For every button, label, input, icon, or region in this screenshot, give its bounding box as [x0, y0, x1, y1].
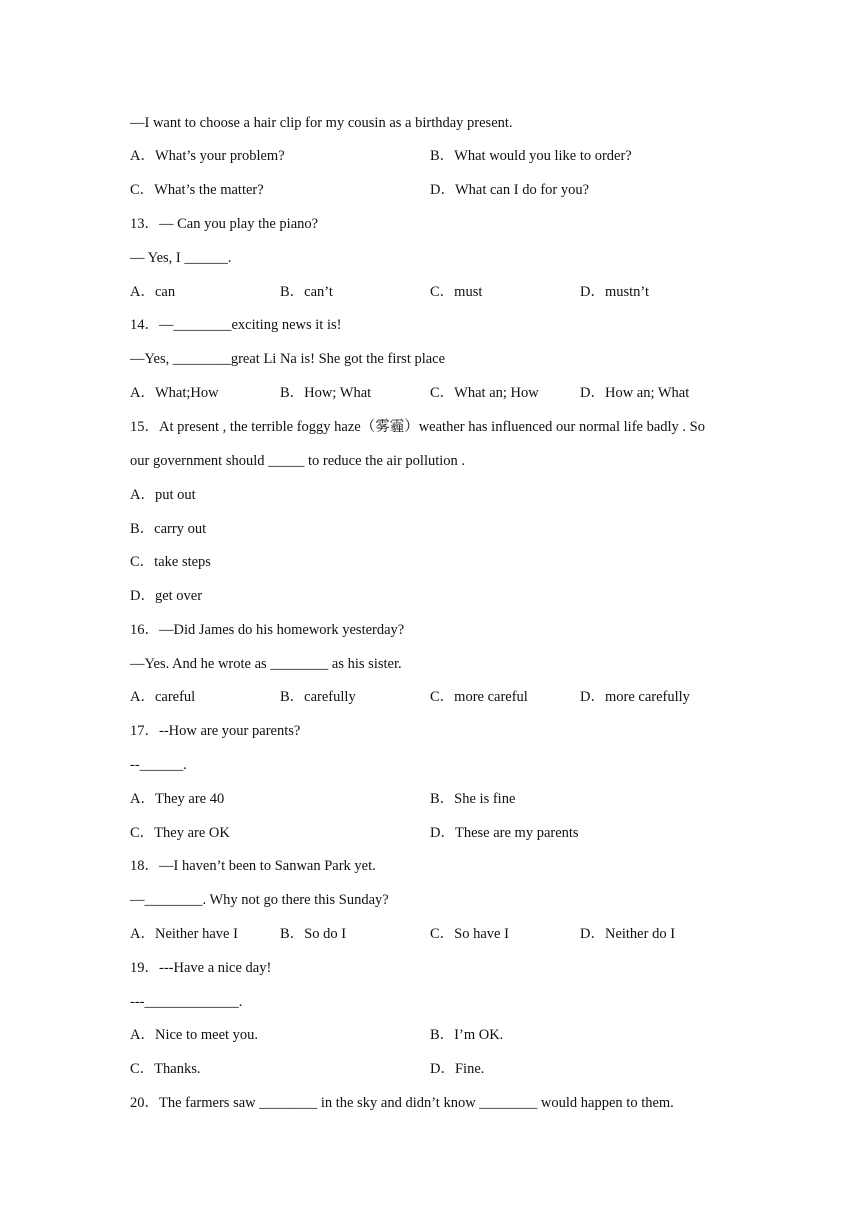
q12-option-c: C．What’s the matter?: [130, 182, 264, 198]
q19-option-b: B．I’m OK.: [430, 1027, 504, 1043]
q12-option-d: D．What can I do for you?: [430, 182, 590, 198]
q16-option-b: B．carefully: [280, 689, 356, 705]
q15-option-b: B．carry out: [130, 521, 207, 537]
q18-option-b: B．So do I: [280, 926, 347, 942]
q17-option-d: D．These are my parents: [430, 825, 579, 841]
q19-option-a: A．Nice to meet you.: [130, 1027, 259, 1043]
q20-stem: 20．The farmers saw ________ in the sky and didn’t know ________ would happen to them.: [130, 1095, 674, 1111]
q13-stem: 13．— Can you play the piano?: [130, 216, 319, 232]
q17-option-b: B．She is fine: [430, 791, 516, 807]
q14-option-b: B．How; What: [280, 385, 372, 401]
q18-option-a: A．Neither have I: [130, 926, 238, 942]
q16-line2: —Yes. And he wrote as ________ as his sister.: [130, 656, 402, 672]
q16-stem: 16．—Did James do his homework yesterday?: [130, 622, 405, 638]
q18-option-d: D．Neither do I: [580, 926, 676, 942]
q13-line2: — Yes, I ______.: [130, 250, 232, 266]
q19-option-d: D．Fine.: [430, 1061, 485, 1077]
q13-option-a: A．can: [130, 284, 176, 300]
q15-option-d: D．get over: [130, 588, 203, 604]
q17-option-c: C．They are OK: [130, 825, 230, 841]
q19-stem: 19．---Have a nice day!: [130, 960, 272, 976]
q14-line2: —Yes, ________great Li Na is! She got the first place: [130, 351, 446, 367]
q15-line2: our government should _____ to reduce the air pollution .: [130, 453, 466, 469]
q15-option-c: C．take steps: [130, 554, 211, 570]
q17-line2: --______.: [130, 757, 187, 773]
q16-option-c: C．more careful: [430, 689, 528, 705]
q17-stem: 17．--How are your parents?: [130, 723, 301, 739]
q14-option-d: D．How an; What: [580, 385, 690, 401]
q12-answer-line: —I want to choose a hair clip for my cousin as a birthday present.: [130, 115, 513, 131]
q13-option-d: D．mustn’t: [580, 284, 650, 300]
q12-option-a: A．What’s your problem?: [130, 148, 285, 164]
q14-option-a: A．What;How: [130, 385, 219, 401]
q18-line2: —________. Why not go there this Sunday?: [130, 892, 389, 908]
q14-stem: 14．—________exciting news it is!: [130, 317, 342, 333]
q16-option-a: A．careful: [130, 689, 196, 705]
q17-option-a: A．They are 40: [130, 791, 225, 807]
q18-option-c: C．So have I: [430, 926, 509, 942]
q16-option-d: D．more carefully: [580, 689, 690, 705]
q19-option-c: C．Thanks.: [130, 1061, 201, 1077]
q13-option-c: C．must: [430, 284, 483, 300]
q15-stem: 15．At present , the terrible foggy haze（雾霾）weather has influenced our normal life badly . So: [130, 419, 705, 435]
q12-option-b: B．What would you like to order?: [430, 148, 632, 164]
q13-option-b: B．can’t: [280, 284, 333, 300]
q15-option-a: A．put out: [130, 487, 196, 503]
q14-option-c: C．What an; How: [430, 385, 539, 401]
q18-stem: 18．—I haven’t been to Sanwan Park yet.: [130, 858, 376, 874]
q19-line2: ---_____________.: [130, 994, 243, 1010]
